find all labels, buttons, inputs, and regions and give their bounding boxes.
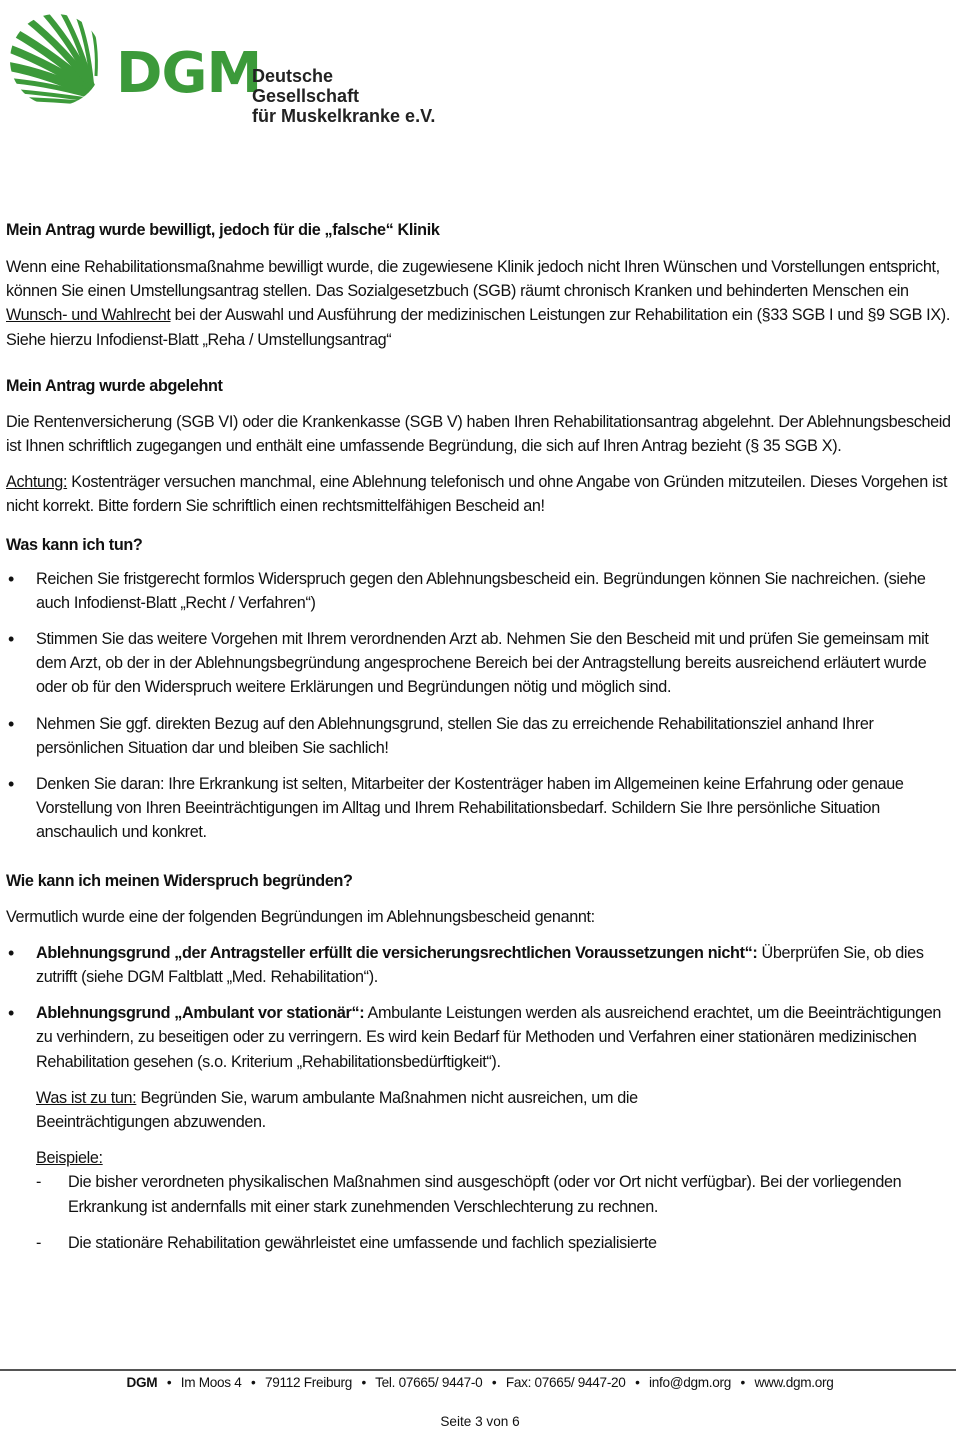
section-heading-rejected: Mein Antrag wurde abgelehnt: [6, 376, 223, 395]
list-item: • Ablehnungsgrund „Ambulant vor stationär“: Ambulante Leistungen werden als ausreichend erachtet, um die Beeinträchtigungen zu verhindern, zu beseitigen oder zu verringern. Es wird kein Bedarf für Methoden und Verfahren einer stationären medizinischen Rehabilitation gesehen (s.o. Kriterium „Rehabilitationsbedürftigkeit“).: [6, 1001, 952, 1074]
note-label: Achtung:: [6, 473, 68, 492]
separator-dot-icon: •: [251, 1375, 256, 1390]
paragraph-intro: Vermutlich wurde eine der folgenden Begründungen im Ablehnungsbescheid genannt:: [6, 907, 595, 926]
separator-dot-icon: •: [361, 1375, 366, 1390]
list-item: - Die bisher verordneten physikalischen Maßnahmen sind ausgeschöpft (oder vor Ort nicht verfügbar). Bei der vorliegenden Erkrankung ist andernfalls mit einer stark zunehmenden Verschlechterung zu rechnen.: [6, 1170, 952, 1218]
reason-label: Ablehnungsgrund „Ambulant vor stationär“:: [36, 1004, 365, 1023]
dgm-fan-logo-icon: [4, 6, 114, 106]
footer-contact: [0, 1374, 960, 1392]
separator-dot-icon: •: [166, 1375, 172, 1390]
paragraph-rejected: Die Rentenversicherung (SGB VI) oder die Krankenkasse (SGB V) haben Ihren Rehabilitationsantrag abgelehnt. Der Ablehnungsbescheid ist Ihnen schriftlich zugegangen und enthält eine umfassende Begründung, die sich auf Ihren Antrag bezieht (§ 35 SGB X).: [6, 412, 951, 456]
examples-label: Beispiele:: [36, 1149, 103, 1168]
separator-dot-icon: •: [740, 1375, 745, 1390]
list-item: • Denken Sie daran: Ihre Erkrankung ist selten, Mitarbeiter der Kostenträger haben im Allgemeinen keine Erfahrung oder genaue Vorstellung von Ihren Beeinträchtigungen im Alltag und Ihrem Rehabilitationsbedarf. Schildern Sie Ihre persönliche Situation anschaulich und konkret.: [6, 772, 952, 845]
list-item: • Stimmen Sie das weitere Vorgehen mit Ihrem verordnenden Arzt ab. Nehmen Sie den Bescheid mit und prüfen Sie gemeinsam mit dem Arzt, ob der in der Ablehnungsbegründung angesprochene Bereich bei der Antragstellung bereits ausreichend erläutert wurde oder ob für den Widerspruch weitere Erklärungen und Begründungen nötig und möglich sind.: [6, 627, 952, 700]
todo-label: Was ist zu tun:: [36, 1088, 137, 1107]
logo-abbrev: DGM: [116, 41, 262, 106]
document-body: [6, 218, 952, 1255]
section-heading-approved-wrong-clinic: Mein Antrag wurde bewilligt, jedoch für die „falsche“ Klinik: [6, 221, 440, 239]
list-item: - Die stationäre Rehabilitation gewährleistet eine umfassende und fachlich spezialisierte: [6, 1231, 952, 1255]
paragraph-note: Achtung: Kostenträger versuchen manchmal, eine Ablehnung telefonisch und ohne Angabe von Gründen mitzuteilen. Dieses Vorgehen ist nicht korrekt. Bitte fordern Sie schriftlich einen rechtsmittelfähigen Bescheid an!: [6, 473, 948, 516]
section-heading-what-can-i-do: Was kann ich tun?: [6, 535, 143, 554]
action-list: [6, 567, 952, 845]
examples-list: [6, 1170, 952, 1255]
separator-dot-icon: •: [491, 1375, 497, 1390]
footer-city: 79112 Freiburg: [264, 1375, 352, 1390]
section-heading-justify-objection: Wie kann ich meinen Widerspruch begründen?: [6, 871, 353, 890]
org-name-line2: für Muskelkranke e.V.: [252, 106, 436, 126]
dgm-logo: [4, 6, 444, 126]
reason-label: Ablehnungsgrund „der Antragsteller erfüllt die versicherungsrechtlichen Voraussetzungen nicht“:: [36, 943, 758, 962]
list-item: • Reichen Sie fristgerecht formlos Widerspruch gegen den Ablehnungsbescheid ein. Begründungen können Sie nachreichen. (siehe auch Infodienst-Blatt „Recht / Verfahren“): [6, 567, 952, 615]
org-name-line1: Deutsche Gesellschaft: [252, 66, 360, 106]
rejection-reasons-list: [6, 941, 952, 1074]
separator-dot-icon: •: [635, 1375, 640, 1390]
wunsch-wahlrecht-link[interactable]: Wunsch- und Wahlrecht: [6, 306, 171, 325]
footer-fax: Fax: 07665/ 9447-20: [505, 1375, 626, 1390]
footer-phone: Tel. 07665/ 9447-0: [375, 1375, 483, 1390]
page-number: Seite 3 von 6: [440, 1414, 520, 1429]
footer-website-link[interactable]: www.dgm.org: [754, 1375, 834, 1390]
list-item: • Nehmen Sie ggf. direkten Bezug auf den Ablehnungsgrund, stellen Sie das zu erreichende Rehabilitationsziel anhand Ihrer persönlichen Situation dar und bleiben Sie sachlich!: [6, 712, 952, 760]
footer-address: Im Moos 4: [180, 1375, 242, 1390]
footer-email-link[interactable]: info@dgm.org: [649, 1375, 732, 1390]
footer-org: DGM: [126, 1375, 158, 1390]
paragraph-todo: Was ist zu tun: Begründen Sie, warum ambulante Maßnahmen nicht ausreichen, um die Beeinträchtigungen abzuwenden.: [36, 1088, 638, 1132]
list-item: • Ablehnungsgrund „der Antragsteller erfüllt die versicherungsrechtlichen Voraussetzungen nicht“: Überprüfen Sie, ob dies zutrifft (siehe DGM Faltblatt „Med. Rehabilitation“).: [6, 941, 952, 989]
org-name: [252, 66, 444, 126]
paragraph-wrong-clinic: Wenn eine Rehabilitationsmaßnahme bewilligt wurde, die zugewiesene Klinik jedoch nicht Ihren Wünschen und Vorstellungen entspricht, können Sie einen Umstellungsantrag stellen. Das Sozialgesetzbuch (SGB) räumt chronisch Kranken und behinderten Menschen ein Wunsch- und Wahlrecht bei der Auswahl und Ausführung der medizinischen Leistungen zur Rehabilitation ein (§33 SGB I und §9 SGB IX). Siehe hierzu Infodienst-Blatt „Reha / Umstellungsantrag“: [6, 258, 950, 349]
footer-divider: [0, 1369, 956, 1371]
